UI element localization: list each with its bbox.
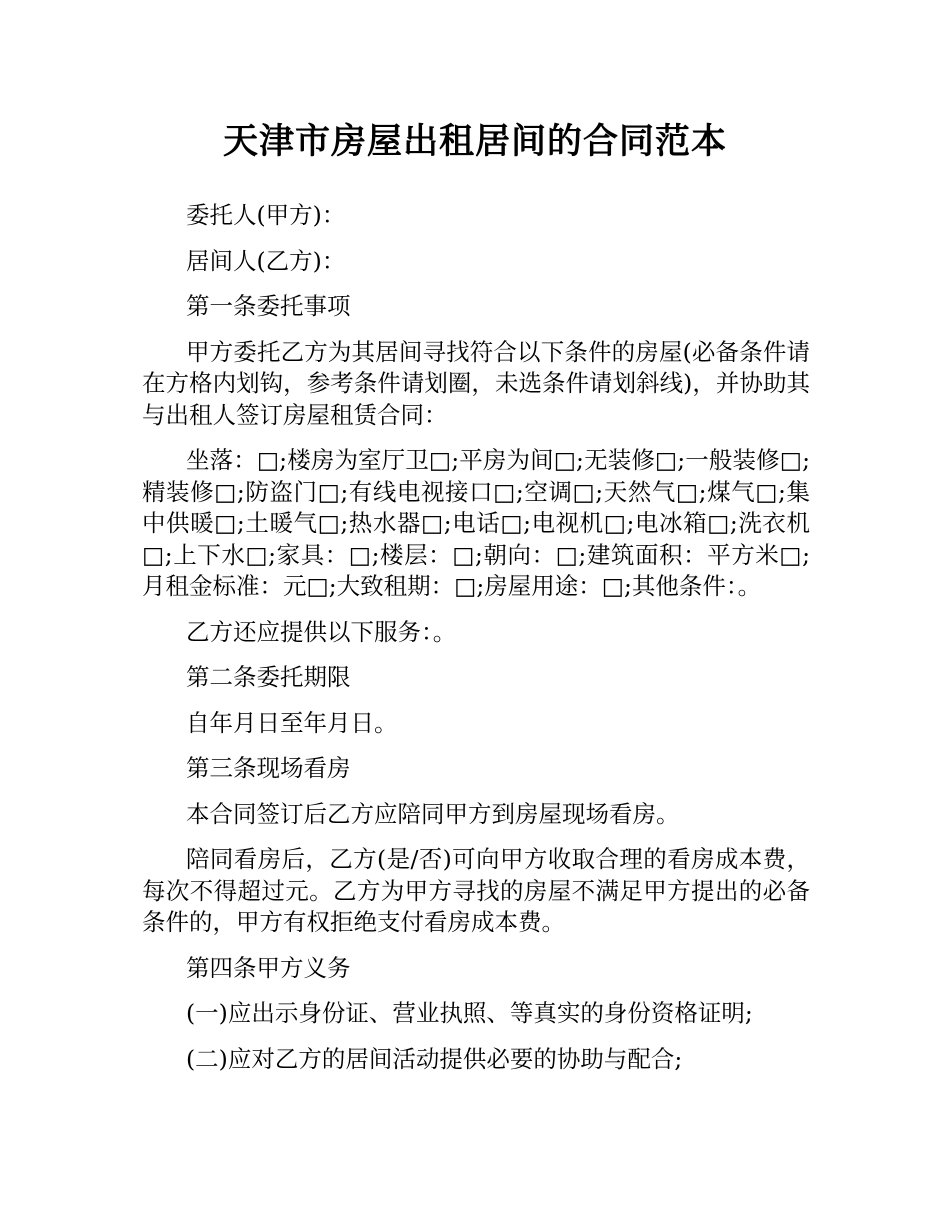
obligation-1-paragraph: (一)应出示身份证、营业执照、等真实的身份资格证明; <box>186 999 753 1027</box>
article-1-heading: 第一条委托事项 <box>186 292 351 320</box>
viewing-paragraph: 本合同签订后乙方应陪同甲方到房屋现场看房。 <box>186 799 680 828</box>
document-title: 天津市房屋出租居间的合同范本 <box>222 122 727 162</box>
article-2-heading: 第二条委托期限 <box>186 663 351 691</box>
extra-services-paragraph: 乙方还应提供以下服务：。 <box>186 617 457 646</box>
article-4-heading: 第四条甲方义务 <box>186 953 351 982</box>
article-3-heading: 第三条现场看房 <box>186 754 351 782</box>
document-body <box>142 200 810 1089</box>
party-a-line: 委托人(甲方)： <box>186 201 346 229</box>
property-conditions-paragraph: 坐落：□;楼房为室厅卫□;平房为间□;无装修□;一般装修□;精装修□;防盗门□;有线电视接口□;空调□;天然气□;煤气□;集中供暖□;土暖气□;热水器□;电话□;电视机□;电冰箱□;洗衣机□;上下水□;家具：□;楼层：□;朝向：□;建筑面积：平方米□;月租金标准：元□;大致租期：□;房屋用途：□;其他条件：。 <box>142 446 810 600</box>
article-1-paragraph: 甲方委托乙方为其居间寻找符合以下条件的房屋(必备条件请在方格内划钩，参考条件请划圈，未选条件请划斜线)，并协助其与出租人签订房屋租赁合同： <box>142 337 810 429</box>
term-paragraph: 自年月日至年月日。 <box>186 708 398 737</box>
party-b-line: 居间人(乙方)： <box>186 246 346 275</box>
viewing-fee-paragraph: 陪同看房后，乙方(是/否)可向甲方收取合理的看房成本费，每次不得超过元。乙方为甲方寻找的房屋不满足甲方提出的必备条件的，甲方有权拒绝支付看房成本费。 <box>142 845 810 936</box>
obligation-2-paragraph: (二)应对乙方的居间活动提供必要的协助与配合; <box>186 1044 683 1073</box>
